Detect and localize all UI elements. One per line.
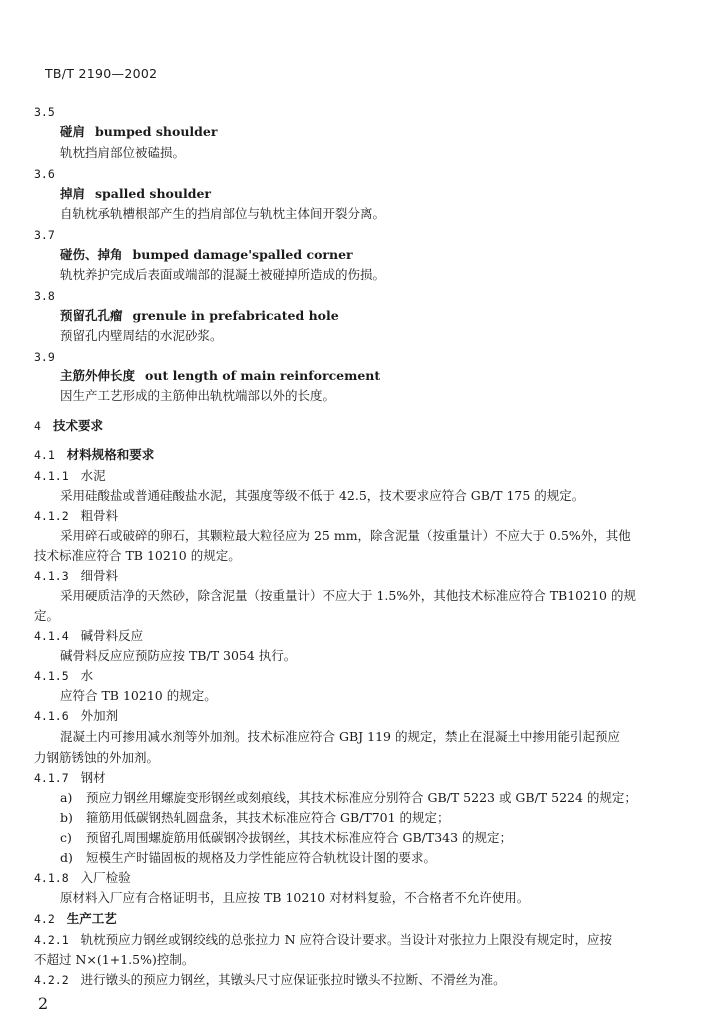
body-text: 原材料入厂应有合格证明书，且应按 TB 10210 对材料复验，不合格者不允许使用。: [60, 890, 530, 905]
section-title: 生产工艺: [66, 911, 117, 926]
term-en: spalled shoulder: [95, 186, 212, 201]
term-definition: 预留孔内壁周结的水泥砂浆。: [60, 328, 223, 343]
subsection-number: 4.1.6: [34, 709, 69, 723]
body-text: 混凝土内可掺用减水剂等外加剂。技术标准应符合 GBJ 119 的规定，禁止在混凝土中掺用能引起预应: [60, 729, 620, 744]
list-marker: a): [60, 790, 73, 805]
term-cn: 碰伤、掉角: [60, 247, 123, 262]
term-line: [60, 186, 211, 202]
subsection-heading: [34, 668, 93, 684]
clause-number: 3.7: [34, 228, 55, 242]
subsection-number: 4.1.3: [34, 569, 69, 583]
clause-paragraph: [34, 972, 506, 988]
subsection-number: 4.2.2: [34, 973, 69, 987]
clause-number: 3.9: [34, 350, 55, 364]
term-cn: 主筋外伸长度: [60, 368, 136, 383]
subsection-heading: [34, 708, 118, 724]
body-text: 定。: [34, 608, 60, 623]
subsection-number: 4.2.1: [34, 933, 69, 947]
section-number: 4.2: [34, 912, 55, 926]
body-text: 采用硅酸盐或普通硅酸盐水泥，其强度等级不低于 42.5，技术要求应符合 GB/T 175 的规定。: [60, 488, 585, 503]
subsection-title: 钢材: [80, 770, 106, 785]
subsection-number: 4.1.4: [34, 629, 69, 643]
subsection-heading: [34, 568, 118, 584]
body-text: 采用碎石或破碎的卵石，其颗粒最大粒径应为 25 mm，除含泥量（按重量计）不应大于 0.5%外，其他: [60, 528, 631, 543]
body-text: 采用硬质洁净的天然砂，除含泥量（按重量计）不应大于 1.5%外，其他技术标准应符合 TB10210 的规: [60, 588, 636, 603]
body-text: 不超过 N×(1+1.5%)控制。: [34, 952, 195, 967]
section-number: 4.1: [34, 448, 55, 462]
list-item: [60, 850, 436, 866]
section-title: 材料规格和要求: [66, 447, 155, 462]
list-item: [60, 810, 450, 826]
subsection-number: 4.1.8: [34, 871, 69, 885]
running-header: TB/T 2190—2002: [45, 66, 158, 81]
list-item: [60, 830, 512, 846]
body-text: 技术标准应符合 TB 10210 的规定。: [34, 548, 241, 563]
subsection-heading: [34, 508, 118, 524]
body-text: 轨枕预应力钢丝或钢绞线的总张拉力 N 应符合设计要求。当设计对张拉力上限没有规定时，应按: [80, 932, 613, 947]
term-line: [60, 368, 380, 384]
body-text: 碱骨料反应应预防应按 TB/T 3054 执行。: [60, 648, 297, 663]
page-number: 2: [38, 994, 49, 1013]
section-number: 4: [34, 419, 41, 433]
section-heading: [34, 418, 103, 434]
list-marker: c): [60, 830, 72, 845]
term-cn: 预留孔孔瘤: [60, 308, 123, 323]
list-item: [60, 790, 637, 806]
subsection-heading: [34, 770, 106, 786]
subsection-title: 入厂检验: [80, 870, 131, 885]
body-text: 进行镦头的预应力钢丝，其镦头尺寸应保证张拉时镦头不拉断、不滑丝为准。: [80, 972, 506, 987]
term-cn: 碰肩: [60, 124, 86, 139]
term-definition: 轨枕养护完成后表面或端部的混凝土被碰掉所造成的伤损。: [60, 267, 386, 282]
body-text: 应符合 TB 10210 的规定。: [60, 688, 217, 703]
body-text: 力钢筋锈蚀的外加剂。: [34, 750, 160, 765]
term-en: grenule in prefabricated hole: [132, 308, 339, 323]
clause-paragraph: [34, 932, 612, 948]
term-en: out length of main reinforcement: [145, 368, 381, 383]
term-definition: 轨枕挡肩部位被磕损。: [60, 145, 186, 160]
subsection-number: 4.1.7: [34, 771, 69, 785]
subsection-number: 4.1.5: [34, 669, 69, 683]
list-marker: b): [60, 810, 73, 825]
subsection-heading: [34, 870, 131, 886]
clause-number: 3.8: [34, 289, 55, 303]
list-text: 箍筋用低碳钢热轧圆盘条，其技术标准应符合 GB/T701 的规定；: [86, 810, 450, 825]
subsection-title: 细骨料: [80, 568, 119, 583]
section-heading: [34, 447, 154, 463]
term-line: [60, 308, 339, 324]
subsection-title: 水: [80, 668, 94, 683]
subsection-title: 水泥: [80, 468, 106, 483]
term-en: bumped damage'spalled corner: [132, 247, 353, 262]
subsection-title: 粗骨料: [80, 508, 119, 523]
section-heading: [34, 911, 117, 927]
subsection-heading: [34, 468, 106, 484]
subsection-heading: [34, 628, 143, 644]
term-line: [60, 124, 217, 140]
list-text: 短模生产时锚固板的规格及力学性能应符合轨枕设计图的要求。: [86, 850, 437, 865]
subsection-title: 碱骨料反应: [80, 628, 144, 643]
subsection-number: 4.1.1: [34, 469, 69, 483]
subsection-number: 4.1.2: [34, 509, 69, 523]
clause-number: 3.5: [34, 105, 55, 119]
list-marker: d): [60, 850, 73, 865]
subsection-title: 外加剂: [80, 708, 119, 723]
list-text: 预留孔周围螺旋筋用低碳钢冷拔钢丝，其技术标准应符合 GB/T343 的规定；: [86, 830, 513, 845]
list-text: 预应力钢丝用螺旋变形钢丝或刻痕线，其技术标准应分别符合 GB/T 5223 或 GB/T 5224 的规定；: [86, 790, 637, 805]
term-definition: 因生产工艺形成的主筋伸出轨枕端部以外的长度。: [60, 388, 336, 403]
clause-number: 3.6: [34, 167, 55, 181]
term-cn: 掉肩: [60, 186, 86, 201]
term-en: bumped shoulder: [95, 124, 218, 139]
section-title: 技术要求: [52, 418, 103, 433]
term-line: [60, 247, 353, 263]
term-definition: 自轨枕承轨槽根部产生的挡肩部位与轨枕主体间开裂分离。: [60, 206, 386, 221]
